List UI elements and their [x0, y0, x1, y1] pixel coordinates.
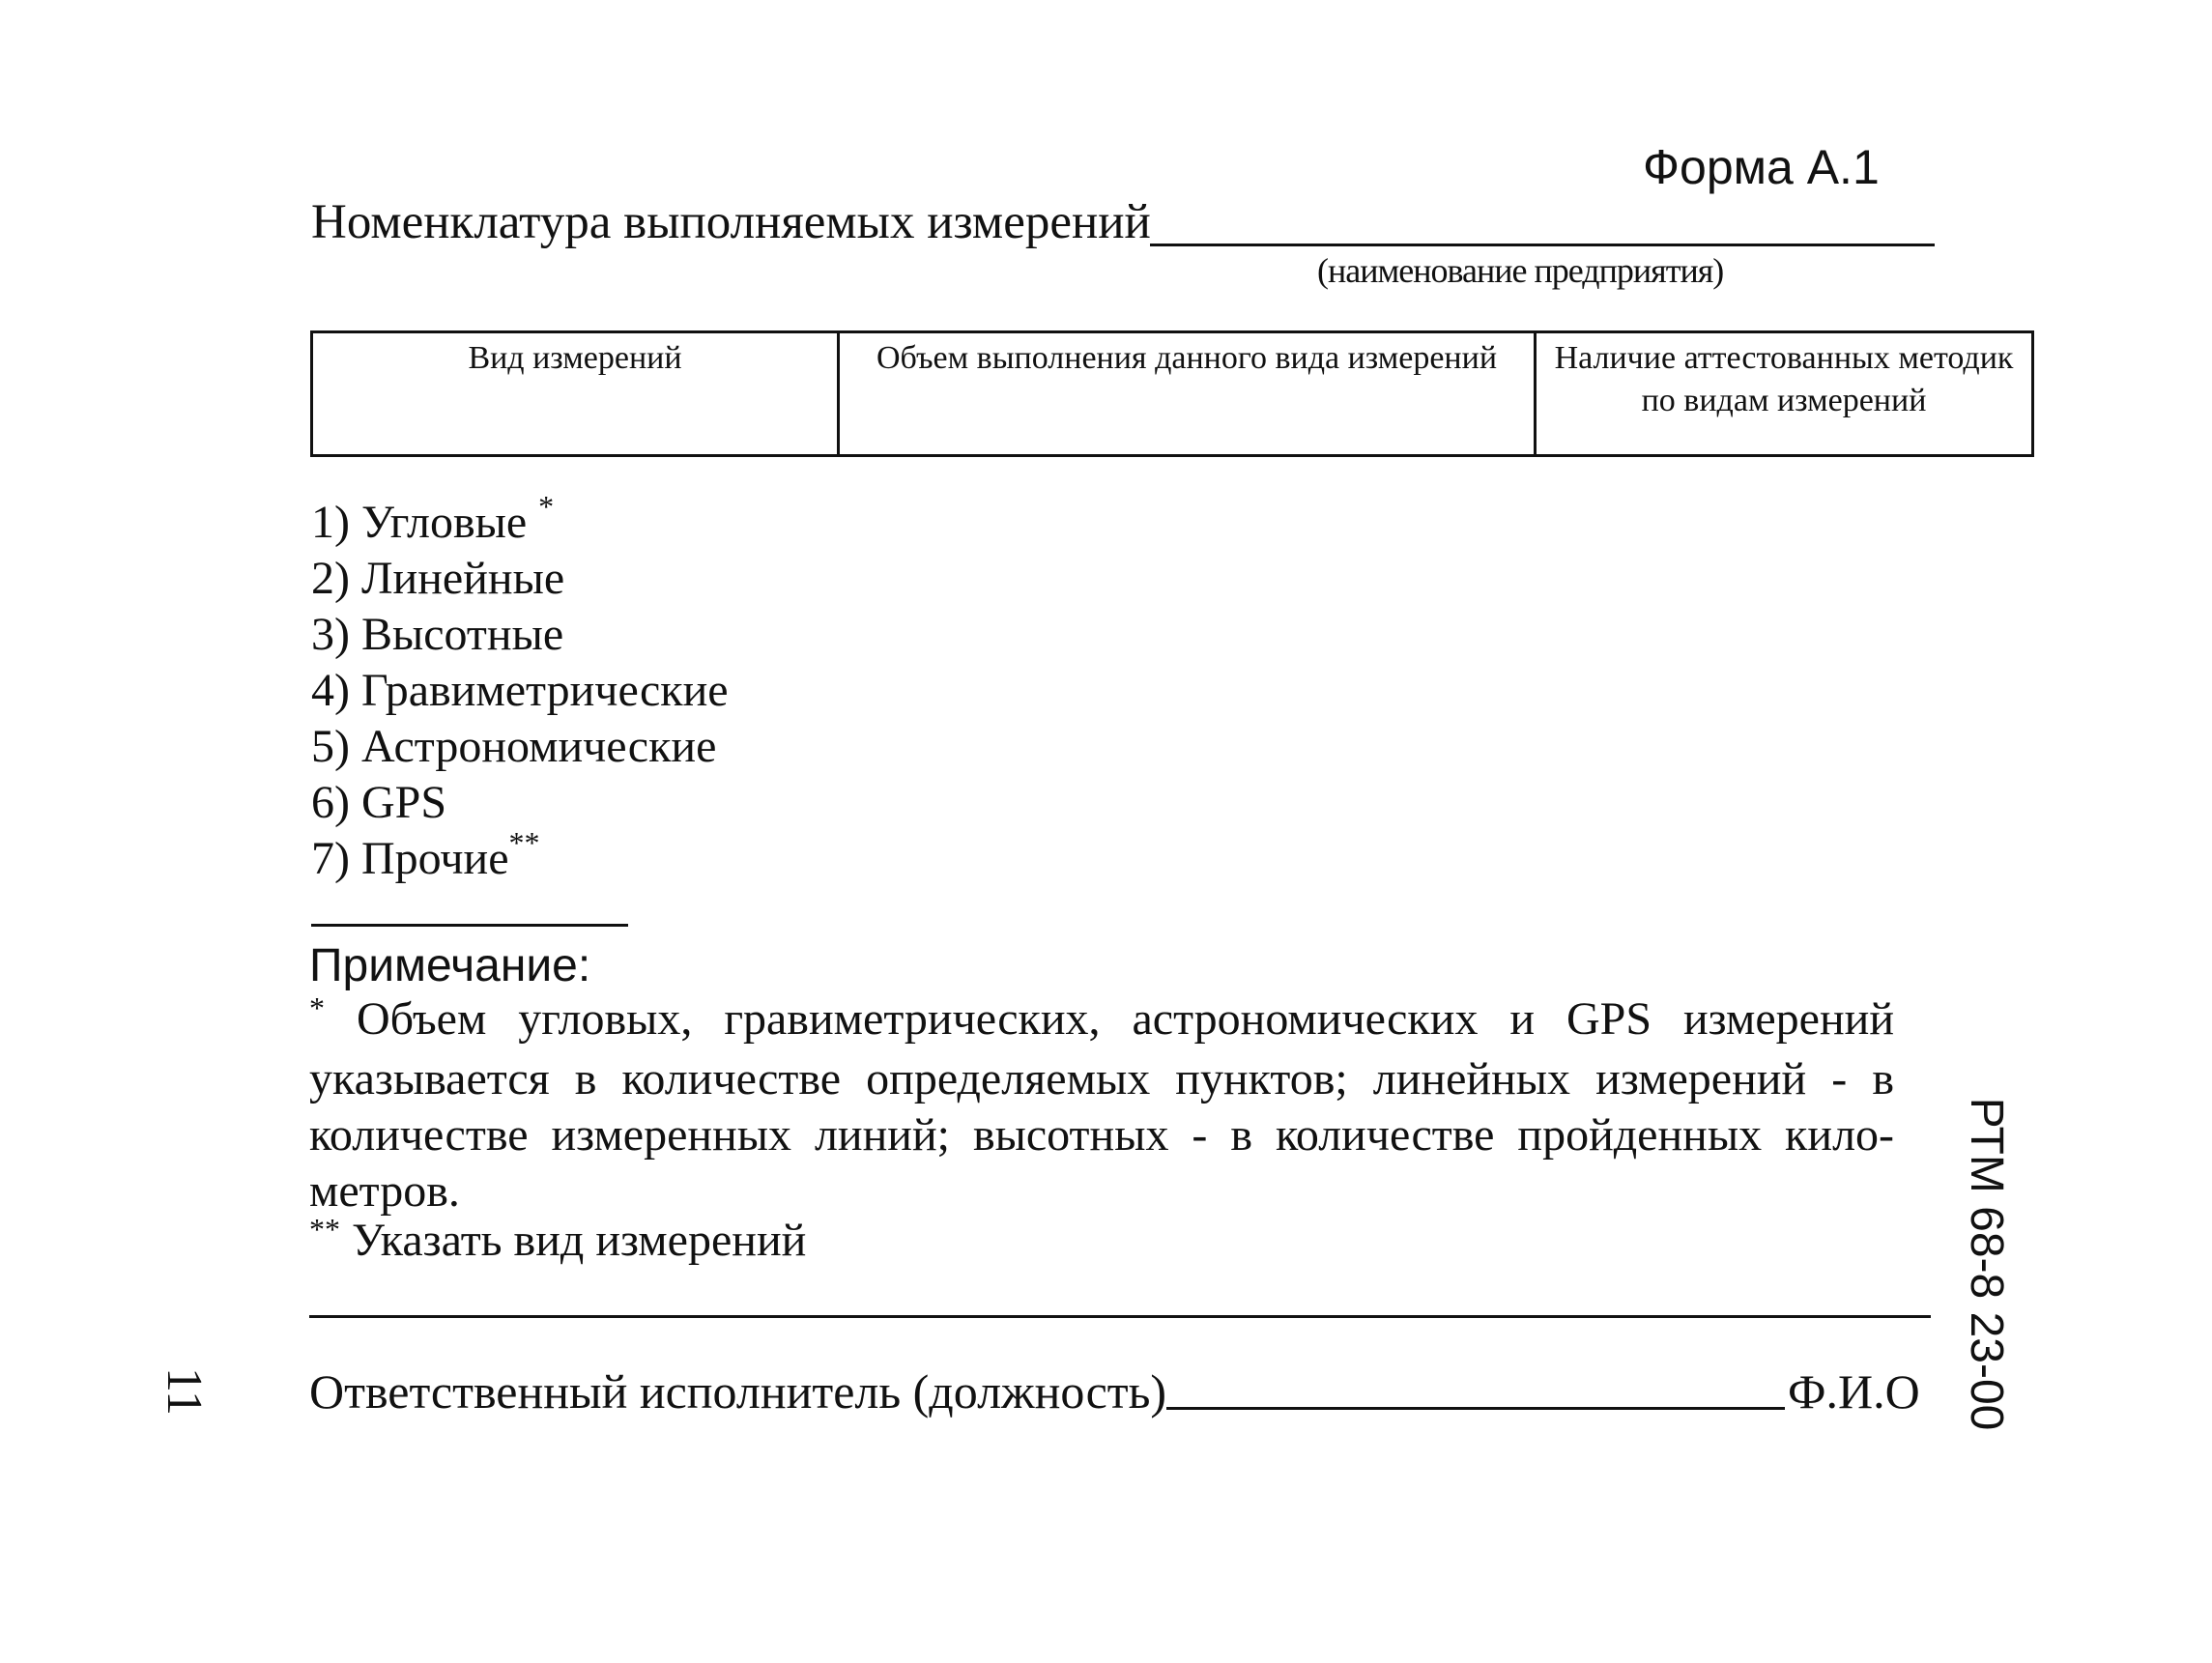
note-line: указывается в количестве определяемых пунктов; линейных измерений - в: [309, 1053, 1894, 1104]
note-line-text: Объем угловых, гравиметрических, астрономических и GPS измерений: [356, 993, 1895, 1045]
footnote-divider: [311, 924, 628, 927]
note-body: [309, 991, 1894, 1219]
signature-divider: [309, 1315, 1931, 1318]
list-item-text: 4) Гравиметрические: [311, 665, 729, 716]
form-label: Форма А.1: [1643, 140, 1880, 194]
note-second-text: Указать вид измерений: [352, 1215, 807, 1266]
title-fill-line: [1150, 244, 1935, 246]
list-item-text: 7) Прочие: [311, 833, 509, 884]
list-item-text: 3) Высотные: [311, 609, 564, 660]
signature-label: Ответственный исполнитель (должность): [309, 1364, 1167, 1419]
signature-fio: Ф.И.О: [1788, 1364, 1920, 1419]
footnote-mark: *: [309, 990, 325, 1025]
table-header-cell: Объем выполнения данного вида измерений: [839, 332, 1536, 456]
footnote-mark: **: [309, 1212, 340, 1247]
table-header-row: [312, 332, 2033, 456]
note-second: [309, 1212, 807, 1266]
list-item: [311, 825, 729, 887]
list-item: [311, 551, 729, 607]
list-item: [311, 663, 729, 719]
table-header-cell: Наличие аттестованных методик по видам измерений: [1536, 332, 2033, 456]
table-header-cell: Вид измерений: [312, 332, 839, 456]
measurement-type-list: [311, 489, 729, 887]
note-line: метров.: [309, 1165, 460, 1217]
note-line: количестве измеренных линий; высотных - в количестве пройденных кило-: [309, 1109, 1894, 1161]
signature-fill-line: [1166, 1407, 1785, 1410]
list-item: [311, 775, 729, 831]
title-subtitle: (наименование предприятия): [1317, 251, 1724, 290]
note-title: Примечание:: [309, 940, 591, 991]
footnote-mark: *: [538, 489, 555, 524]
list-item: [311, 607, 729, 663]
measurement-table: [310, 330, 2034, 457]
list-item-text: 6) GPS: [311, 777, 447, 828]
list-item-text: 1) Угловые: [311, 497, 528, 548]
list-item-text: 5) Астрономические: [311, 721, 717, 772]
list-item: [311, 489, 729, 551]
page-number: 11: [157, 1366, 212, 1417]
document-code: РТМ 68-8 23-00: [1961, 1097, 2012, 1431]
list-item-text: 2) Линейные: [311, 553, 565, 604]
list-item: [311, 719, 729, 775]
page-title: Номенклатура выполняемых измерений: [311, 195, 1151, 249]
footnote-mark: **: [508, 825, 540, 860]
note-line: [309, 991, 1894, 1051]
